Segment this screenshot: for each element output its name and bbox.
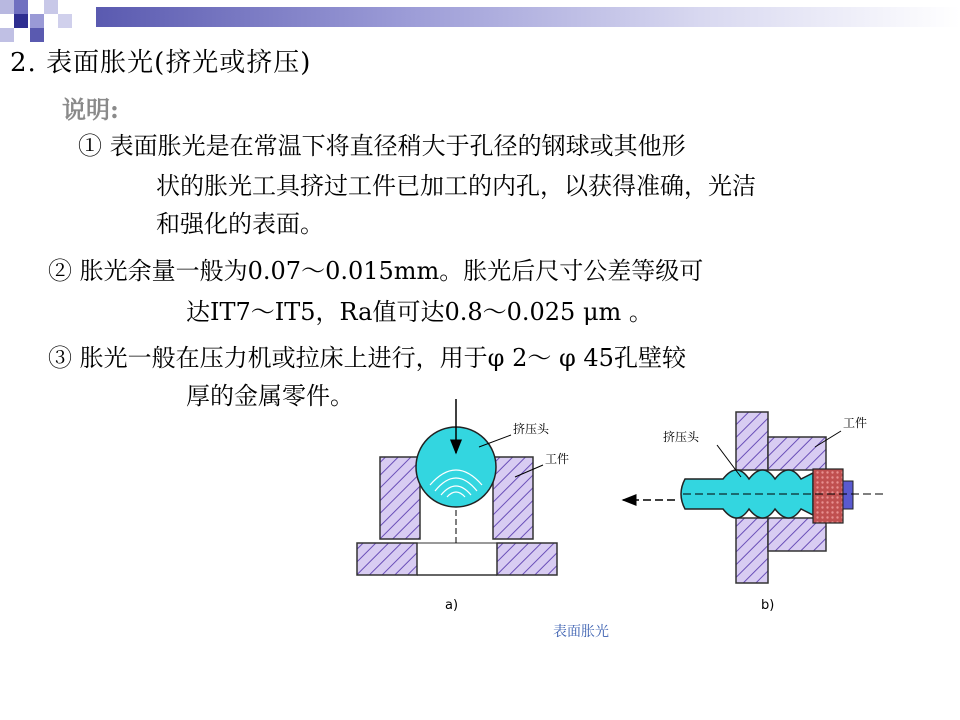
workpiece-label: 工件 [545, 452, 570, 466]
knurled-ring [813, 469, 843, 523]
workpiece-label: 工件 [843, 416, 868, 430]
item-number: ① [78, 132, 102, 160]
deco-square [30, 28, 44, 42]
workpiece-top [736, 412, 768, 470]
item-line: 和强化的表面。 [156, 210, 324, 238]
item-line: 状的胀光工具挤过工件已加工的内孔，以获得准确，光洁 [156, 172, 756, 200]
workpiece-right [493, 457, 533, 539]
item-line: 胀光一般在压力机或拉床上进行，用于φ 2～ φ 45孔壁较 [79, 344, 686, 372]
burnishing-figure [345, 395, 905, 655]
deco-square [30, 14, 44, 28]
deco-square [0, 28, 14, 42]
explanation-label: 说明: [62, 95, 119, 124]
sub-label-a: a) [445, 598, 459, 613]
tool-label: 挤压头 [513, 422, 550, 436]
base-right [497, 543, 557, 575]
item-line: 胀光余量一般为0.07～0.015mm。胀光后尺寸公差等级可 [79, 257, 704, 285]
base-left [357, 543, 417, 575]
workpiece-bottom [736, 518, 768, 583]
deco-square [14, 0, 28, 14]
figure-a [357, 399, 569, 613]
item-number: ② [48, 257, 72, 285]
tool-label: 挤压头 [663, 430, 700, 444]
item-line: 表面胀光是在常温下将直径稍大于孔径的钢球或其他形 [109, 132, 686, 160]
workpiece-top-right [768, 437, 826, 470]
item-number: ③ [48, 344, 72, 372]
item-line: 厚的金属零件。 [186, 382, 354, 410]
figure-b [623, 412, 885, 613]
slide-decoration [0, 0, 960, 44]
list-item [48, 253, 703, 289]
list-item [78, 128, 686, 164]
deco-square [58, 14, 72, 28]
slide-title: 2. 表面胀光(挤光或挤压) [10, 48, 312, 78]
deco-square [0, 0, 14, 14]
deco-square [14, 14, 28, 28]
list-item [48, 340, 686, 376]
sub-label-b: b) [761, 598, 775, 613]
figure-caption: 表面胀光 [553, 624, 609, 640]
nut [843, 481, 853, 509]
deco-square [44, 0, 58, 14]
workpiece-left [380, 457, 420, 539]
title-gradient-bar [96, 7, 960, 27]
item-line: 达IT7～IT5，Ra值可达0.8～0.025 μm 。 [186, 298, 653, 326]
